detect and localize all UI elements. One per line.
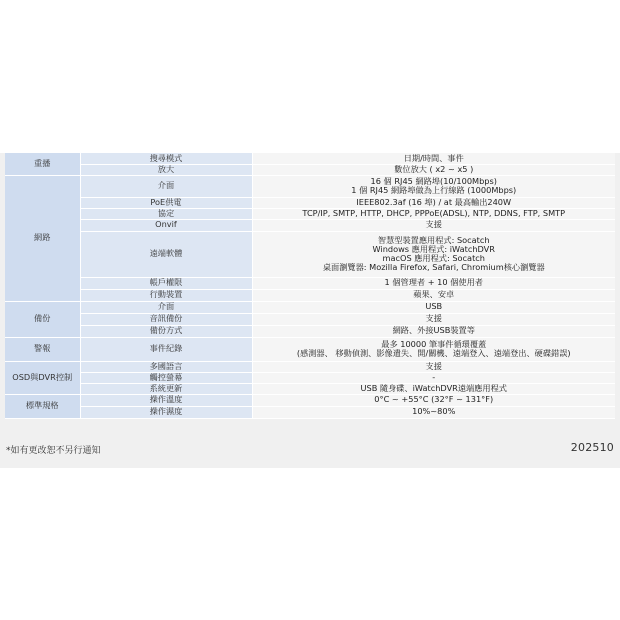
row-value-operating-humidity: 10%~80% — [252, 406, 615, 418]
document-code: 202510 — [570, 441, 614, 454]
value-line: 最多 10000 筆事件循環覆蓋 — [381, 338, 487, 349]
value-line: 1 個 RJ45 網路埠做為上行線路 (1000Mbps) — [351, 185, 517, 195]
row-value-touch-screen: - — [252, 372, 615, 383]
row-label-protocol: 協定 — [80, 208, 252, 219]
row-label-operating-humidity: 操作濕度 — [80, 406, 252, 418]
value-line: 智慧型裝置應用程式: Socatch — [377, 234, 490, 245]
row-label-system-update: 系統更新 — [80, 383, 252, 394]
row-value-backup-method: 網路、外接USB裝置等 — [252, 325, 615, 337]
value-line: Windows 應用程式: iWatchDVR — [372, 243, 495, 254]
table-row — [5, 197, 615, 208]
row-label-multi-language: 多國語言 — [80, 361, 252, 372]
row-label-remote-software: 遠端軟體 — [80, 231, 252, 277]
table-row — [5, 313, 615, 325]
table-row — [5, 289, 615, 301]
table-row — [5, 219, 615, 231]
table-row — [5, 208, 615, 219]
row-label-net-interface: 介面 — [80, 175, 252, 197]
row-label-event-log: 事件紀錄 — [80, 337, 252, 361]
category-standard-spec: 標準規格 — [5, 394, 80, 418]
table-row — [5, 394, 615, 406]
row-label-search-mode: 搜尋模式 — [80, 153, 252, 164]
row-label-touch-screen: 觸控螢幕 — [80, 372, 252, 383]
row-label-audio-backup: 音訊備份 — [80, 313, 252, 325]
row-label-backup-method: 備份方式 — [80, 325, 252, 337]
row-label-poe: PoE供電 — [80, 197, 252, 208]
table-row — [5, 372, 615, 383]
row-label-onvif: Onvif — [80, 219, 252, 231]
table-row — [5, 231, 615, 277]
row-label-zoom: 放大 — [80, 164, 252, 175]
table-row — [5, 337, 615, 361]
table-row — [5, 383, 615, 394]
spec-table — [5, 153, 615, 419]
row-value-multi-language: 支援 — [252, 361, 615, 372]
row-value-mobile: 蘋果、安卓 — [252, 289, 615, 301]
table-row — [5, 153, 615, 164]
row-label-account: 帳戶權限 — [80, 277, 252, 289]
row-label-operating-temp: 操作溫度 — [80, 394, 252, 406]
value-line: 桌面瀏覽器: Mozilla Firefox, Safari, Chromium核心瀏覽器 — [322, 262, 545, 273]
row-label-backup-interface: 介面 — [80, 301, 252, 313]
row-value-backup-interface: USB — [252, 301, 615, 313]
value-line: (感測器、 移動偵測、影像遺失、開/關機、遠端登入、遠端登出、硬碟錯誤) — [296, 348, 571, 358]
row-value-search-mode: 日期/時間、事件 — [252, 153, 615, 164]
row-value-protocol: TCP/IP, SMTP, HTTP, DHCP, PPPoE(ADSL), NTP, DDNS, FTP, SMTP — [252, 208, 615, 219]
row-value-remote-software — [252, 231, 615, 277]
category-playback: 重播 — [5, 153, 80, 175]
row-value-system-update: USB 隨身碟、iWatchDVR遠端應用程式 — [252, 383, 615, 394]
table-row — [5, 361, 615, 372]
row-value-net-interface — [252, 175, 615, 197]
row-value-poe: IEEE802.3af (16 埠) / at 最高輸出240W — [252, 197, 615, 208]
row-label-mobile: 行動裝置 — [80, 289, 252, 301]
row-value-operating-temp: 0°C ~ +55°C (32°F ~ 131°F) — [252, 394, 615, 406]
table-row — [5, 406, 615, 418]
category-backup: 備份 — [5, 301, 80, 337]
value-line: 16 個 RJ45 網路埠(10/100Mbps) — [370, 175, 497, 186]
category-osd-dvr-control: OSD與DVR控制 — [5, 361, 80, 394]
category-network: 網路 — [5, 175, 80, 301]
row-value-account: 1 個管理者 + 10 個使用者 — [252, 277, 615, 289]
spec-table-panel — [0, 153, 620, 468]
table-row — [5, 277, 615, 289]
row-value-onvif: 支援 — [252, 219, 615, 231]
table-row — [5, 175, 615, 197]
table-row — [5, 301, 615, 313]
row-value-event-log — [252, 337, 615, 361]
row-value-zoom: 數位放大 ( x2 ~ x5 ) — [252, 164, 615, 175]
disclaimer-note: *如有更改恕不另行通知 — [6, 446, 101, 456]
value-line: macOS 應用程式: Socatch — [382, 253, 485, 263]
table-row — [5, 164, 615, 175]
row-value-audio-backup: 支援 — [252, 313, 615, 325]
table-row — [5, 325, 615, 337]
category-alarm: 警報 — [5, 337, 80, 361]
